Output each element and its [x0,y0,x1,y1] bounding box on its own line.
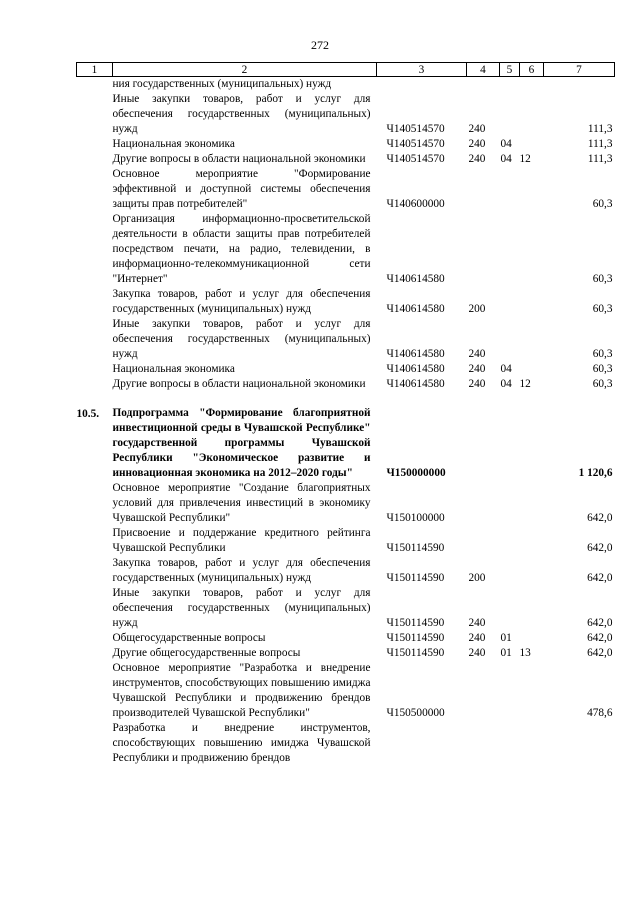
table-row [77,287,615,317]
row-number [77,661,113,721]
header-col-5: 5 [500,63,520,77]
row-section [500,721,520,766]
row-subsection [520,721,544,766]
row-expense-type [467,481,500,526]
row-number [77,212,113,287]
row-subsection [520,526,544,556]
table-row [77,77,615,93]
row-expense-type: 240 [468,123,486,135]
row-target-code: Ч140600000 [386,198,445,210]
row-expense-type: 240 [468,378,486,390]
table-row [77,556,615,586]
row-section [500,287,520,317]
row-number [77,721,113,766]
row-amount: 60,3 [592,378,613,390]
header-col-3: 3 [377,63,467,77]
row-amount: 111,3 [587,123,613,135]
header-col-4: 4 [467,63,500,77]
row-subsection [520,586,544,631]
row-name: Общегосударственные вопросы [112,632,266,644]
table-row [77,212,615,287]
table-row [77,167,615,212]
row-name: Закупка товаров, работ и услуг для обеспечения государственных (муниципальных) нужд [112,557,371,584]
row-subsection [520,317,544,362]
row-amount: 60,3 [592,303,613,315]
table-spacer-row [77,392,615,406]
spacer-cell [77,392,615,406]
row-expense-type [467,661,500,721]
row-amount: 111,3 [587,138,613,150]
row-section [500,212,520,287]
row-amount: 60,3 [592,363,613,375]
row-name: Основное мероприятие "Создание благоприятных условий для привлечения инвестиций в экономику Чувашской Республики" [112,482,371,524]
table-body [77,77,615,767]
table-row [77,481,615,526]
row-section [500,661,520,721]
row-section: 01 [500,647,512,659]
row-number [77,481,113,526]
row-target-code: Ч140614580 [386,363,445,375]
row-name: Иные закупки товаров, работ и услуг для обеспечения государственных (муниципальных) нужд [112,318,371,360]
row-section [500,77,520,93]
row-name: Присвоение и поддержание кредитного рейтинга Чувашской Республики [112,527,371,554]
table-row [77,377,615,392]
row-section: 04 [500,153,512,165]
row-expense-type [467,721,500,766]
row-target-code: Ч150500000 [386,707,445,719]
row-target-code: Ч150114590 [386,542,445,554]
row-amount: 60,3 [592,273,613,285]
row-amount: 478,6 [587,707,613,719]
row-subsection: 13 [519,647,531,659]
budget-table-wrapper [76,62,614,766]
row-target-code: Ч150114590 [386,632,445,644]
row-name: Закупка товаров, работ и услуг для обеспечения государственных (муниципальных) нужд [112,288,371,315]
row-number [77,362,113,377]
row-section [500,92,520,137]
row-target-code: Ч140514570 [386,153,445,165]
row-expense-type: 200 [468,303,486,315]
row-target-code: Ч140614580 [386,303,445,315]
row-subsection [520,406,544,481]
row-number [77,526,113,556]
row-number [77,586,113,631]
table-row [77,646,615,661]
row-subsection [520,661,544,721]
row-name: Иные закупки товаров, работ и услуг для обеспечения государственных (муниципальных) нужд [112,93,371,135]
row-number: 10.5. [76,408,100,420]
row-subsection [520,362,544,377]
row-name: Основное мероприятие "Формирование эффективной и доступной системы обеспечения защиты прав потребителей" [112,168,371,210]
row-name: Иные закупки товаров, работ и услуг для обеспечения государственных (муниципальных) нужд [112,587,371,629]
row-number [77,77,113,93]
row-expense-type: 240 [468,348,486,360]
row-subsection [520,137,544,152]
header-col-2: 2 [113,63,377,77]
row-subsection [520,556,544,586]
row-section [500,556,520,586]
row-target-code: Ч140614580 [386,348,445,360]
row-name: Основное мероприятие "Разработка и внедрение инструментов, способствующих повышению имиджа Чувашской Республики и продвижению брендов производителей Чувашской Республики" [112,662,371,719]
row-name: Другие вопросы в области национальной экономики [112,378,366,390]
row-amount: 60,3 [592,198,613,210]
row-section [500,586,520,631]
row-target-code: Ч150000000 [386,467,446,479]
row-target-code: Ч140614580 [386,378,445,390]
row-number [77,646,113,661]
row-name: Другие общегосударственные вопросы [112,647,301,659]
row-name: Национальная экономика [112,138,235,150]
row-number [77,287,113,317]
row-expense-type [467,77,500,93]
table-row [77,661,615,721]
row-target-code: Ч140514570 [386,123,445,135]
row-target-code: Ч140514570 [386,138,445,150]
row-target-code: Ч150114590 [386,647,445,659]
row-section [500,406,520,481]
row-expense-type: 240 [468,153,486,165]
row-expense-type: 240 [468,632,486,644]
row-amount: 111,3 [587,153,613,165]
table-row [77,586,615,631]
row-expense-type: 240 [468,138,486,150]
row-expense-type [467,406,500,481]
table-header-row [77,63,615,77]
table-row [77,317,615,362]
row-amount: 642,0 [587,512,613,524]
budget-table [76,62,615,766]
row-name: Разработка и внедрение инструментов, способствующих повышению имиджа Чувашской Республики и продвижению брендов [112,722,371,764]
row-amount: 642,0 [587,542,613,554]
row-amount: 642,0 [587,647,613,659]
table-row [77,362,615,377]
row-name: Подпрограмма "Формирование благоприятной инвестиционной среды в Чувашской Республике" государственной программы Чувашской Республики "Экономическое развитие и инновационная экономика на 2012–2020 годы" [112,407,371,479]
row-expense-type: 240 [468,617,486,629]
row-amount [544,721,615,766]
row-amount: 60,3 [592,348,613,360]
row-amount: 642,0 [587,572,613,584]
row-section: 04 [500,378,512,390]
row-expense-type [467,212,500,287]
row-expense-type [467,167,500,212]
row-name: Национальная экономика [112,363,235,375]
row-expense-type: 240 [468,647,486,659]
row-number [77,317,113,362]
row-subsection [520,77,544,93]
table-row [77,92,615,137]
row-target-code [377,721,467,766]
row-number [77,137,113,152]
row-subsection [520,287,544,317]
header-col-1: 1 [77,63,113,77]
row-subsection [520,481,544,526]
page-number: 272 [311,38,329,52]
row-number [77,167,113,212]
row-section: 04 [500,138,512,150]
row-section [500,481,520,526]
row-expense-type [467,526,500,556]
row-number [77,556,113,586]
row-target-code: Ч150100000 [386,512,445,524]
row-amount: 642,0 [587,632,613,644]
row-name: Организация информационно-просветительской деятельности в области защиты прав потребителей посредством печати, на радио, телевидении, в информационно-телекоммуникационной сети "Интернет" [112,213,371,285]
table-row [77,406,615,481]
table-row [77,526,615,556]
row-subsection [520,167,544,212]
row-subsection [520,631,544,646]
row-name: ния государственных (муниципальных) нужд [112,78,332,90]
header-col-7: 7 [544,63,615,77]
row-section [500,317,520,362]
table-row [77,721,615,766]
row-section [500,526,520,556]
table-row [77,137,615,152]
row-subsection: 12 [519,378,531,390]
row-number [77,92,113,137]
table-row [77,631,615,646]
row-number [77,152,113,167]
row-amount: 642,0 [587,617,613,629]
row-amount [544,77,615,93]
row-section [500,167,520,212]
table-row [77,152,615,167]
row-name: Другие вопросы в области национальной экономики [112,153,366,165]
row-number [77,377,113,392]
row-target-code: Ч150114590 [386,617,445,629]
row-subsection: 12 [519,153,531,165]
row-subsection [520,92,544,137]
row-amount: 1 120,6 [578,467,613,479]
row-target-code: Ч150114590 [386,572,445,584]
row-subsection [520,212,544,287]
header-col-6: 6 [520,63,544,77]
row-target-code: Ч140614580 [386,273,445,285]
row-section: 01 [500,632,512,644]
row-number [77,631,113,646]
row-target-code [377,77,467,93]
row-section: 04 [500,363,512,375]
row-expense-type: 240 [468,363,486,375]
row-expense-type: 200 [468,572,486,584]
